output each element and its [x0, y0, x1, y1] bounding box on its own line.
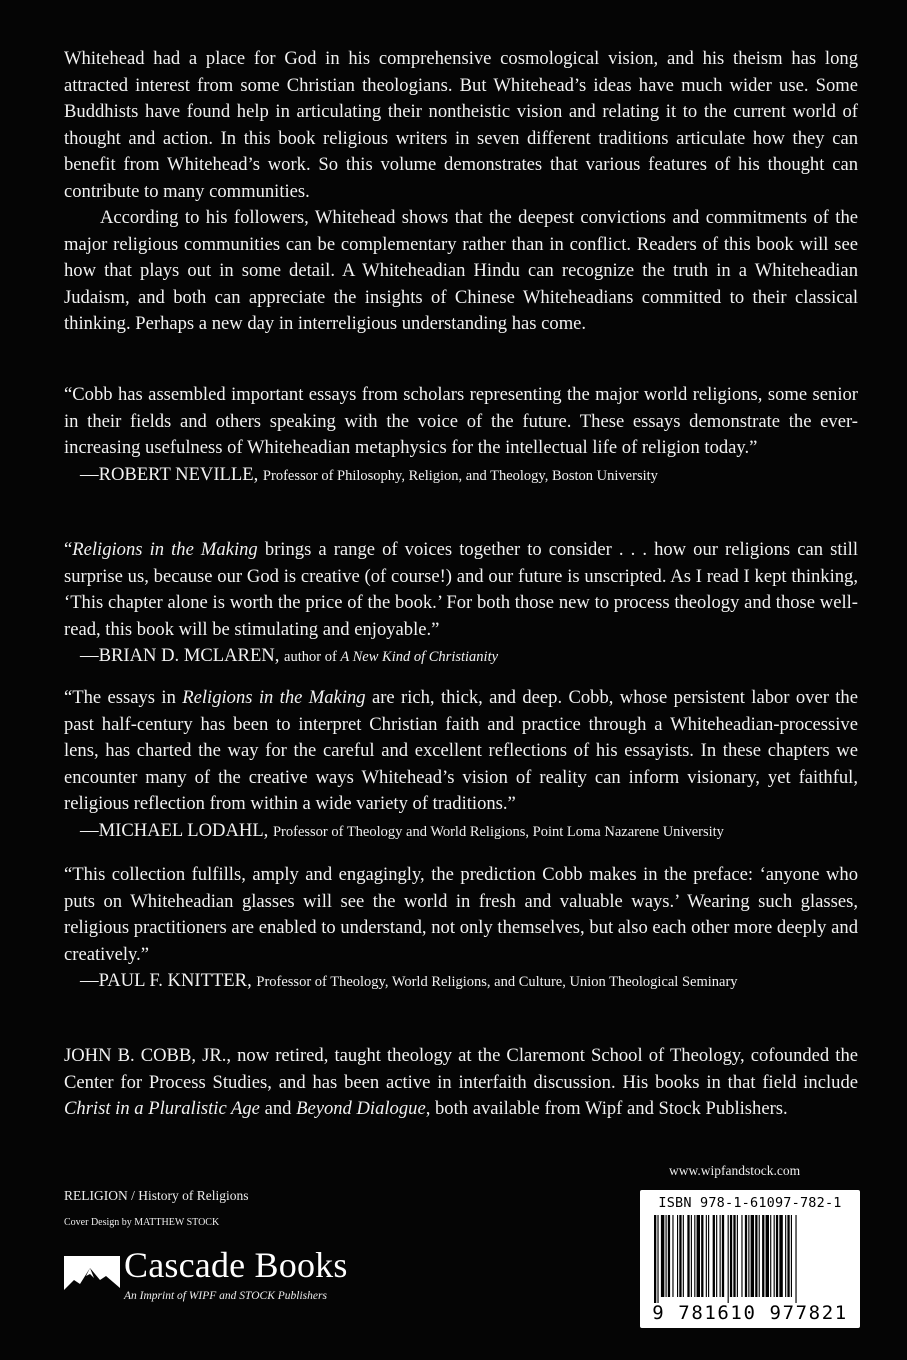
blurb-attribution: [64, 968, 858, 996]
blurb-mclaren: [64, 537, 858, 671]
book-title: Christ in a Pluralistic Age: [64, 1098, 260, 1119]
blurb-attribution: [64, 462, 858, 490]
author-name: JOHN B. COBB, JR.,: [64, 1045, 232, 1066]
description-paragraph-1: Whitehead had a place for God in his comprehensive cosmological vision, and his theism has long attracted interest from some Christian theologians. But Whitehead’s ideas have much wider use. Some Buddhists have found help in articulating their nontheistic vision and relating it to the current world of thought and action. In this book religious writers in seven different traditions articulate how they can benefit from Whitehead’s work. So this volume demonstrates that various features of his thought can contribute to many communities.: [64, 48, 858, 202]
publisher-tagline: An Imprint of WIPF and STOCK Publishers: [124, 1290, 327, 1302]
blurb-author: —BRIAN D. MCLAREN,: [80, 645, 280, 666]
book-category: RELIGION / History of Religions: [64, 1188, 249, 1203]
description: [64, 46, 858, 338]
blurb-quote: “This collection fulfills, amply and engagingly, the prediction Cobb makes in the preface: ‘anyone who puts on Whiteheadian glasses will see the world in fresh and valuable ways.’ Wearing such glasses, religious practitioners are enabled to understand, not only themselves, but also each other more deeply and creatively.”: [64, 864, 858, 965]
publisher-name: Cascade Books: [124, 1245, 348, 1285]
blurb-lodahl: [64, 685, 858, 845]
isbn-barcode: [640, 1190, 860, 1328]
book-title: Religions in the Making: [182, 687, 366, 708]
blurb-knitter: [64, 862, 858, 996]
blurb-author-role: Professor of Theology, World Religions, and Culture, Union Theological Seminary: [256, 974, 738, 990]
blurb-author: —PAUL F. KNITTER,: [80, 970, 252, 991]
barcode-icon: [648, 1215, 852, 1303]
blurb-author-role: Professor of Philosophy, Religion, and Theology, Boston University: [262, 467, 658, 484]
isbn-label: ISBN 978-1-61097-782-1: [658, 1195, 842, 1211]
blurb-quote: “Religions in the Making brings a range of voices together to consider . . . how our religions can still surprise us, because our God is creative (of course!) and our future is unscripted. As I read I kept thinking, ‘This chapter alone is worth the price of the book.’ For both those new to process theology and those well-read, this book will be stimulating and enjoyable.”: [64, 539, 858, 640]
publisher-website: www.wipfandstock.com: [669, 1163, 801, 1178]
blurb-quote: “The essays in Religions in the Making are rich, thick, and deep. Cobb, whose persistent labor over the past half-century has been to interpret Christian faith and practice through a Whiteheadian-processive lens, has charted the way for the careful and excellent reflections of his essayists. In these chapters we encounter many of the creative ways Whitehead’s vision of reality can inform visionary, yet faithful, religious reflection from within a wide variety of traditions.”: [64, 687, 858, 814]
description-paragraph-2: According to his followers, Whitehead shows that the deepest convictions and commitments of the major religious communities can be complementary rather than in conflict. Readers of this book will see how that plays out in some detail. A Whiteheadian Hindu can recognize the truth in a Whiteheadian Judaism, and both can appreciate the insights of Chinese Whiteheadians committed to their classical thinking. Perhaps a new day in interreligious understanding has come.: [64, 207, 858, 334]
blurb-author: —ROBERT NEVILLE,: [80, 463, 259, 485]
blurb-attribution: [64, 818, 858, 846]
blurb-author: —MICHAEL LODAHL,: [80, 819, 269, 841]
mountain-icon: [64, 1256, 120, 1302]
cover-design-credit: Cover Design by MATTHEW STOCK: [64, 1217, 220, 1228]
author-bio: [64, 1043, 858, 1123]
blurb-author-role: Professor of Theology and World Religions, Point Loma Nazarene University: [272, 823, 724, 840]
author-bio-text: JOHN B. COBB, JR., now retired, taught theology at the Claremont School of Theology, cofounded the Center for Process Studies, and has been active in interfaith discussion. His books in that field include Christ in a Pluralistic Age and Beyond Dialogue, both available from Wipf and Stock Publishers.: [64, 1045, 859, 1119]
blurb-quote: “Cobb has assembled important essays from scholars representing the major world religions, some senior in their fields and others speaking with the voice of the future. These essays demonstrate the ever-increasing usefulness of Whiteheadian metaphysics for the intellectual life of religion today.”: [64, 384, 858, 458]
blurb-neville: [64, 382, 858, 489]
book-title: Religions in the Making: [72, 539, 258, 560]
publisher-logo: [64, 1245, 394, 1310]
book-title: Beyond Dialogue: [296, 1098, 426, 1119]
barcode-digits: 9 781610 977821: [652, 1302, 848, 1324]
blurb-author-role: author of A New Kind of Christianity: [284, 649, 499, 665]
blurb-attribution: [64, 643, 858, 671]
